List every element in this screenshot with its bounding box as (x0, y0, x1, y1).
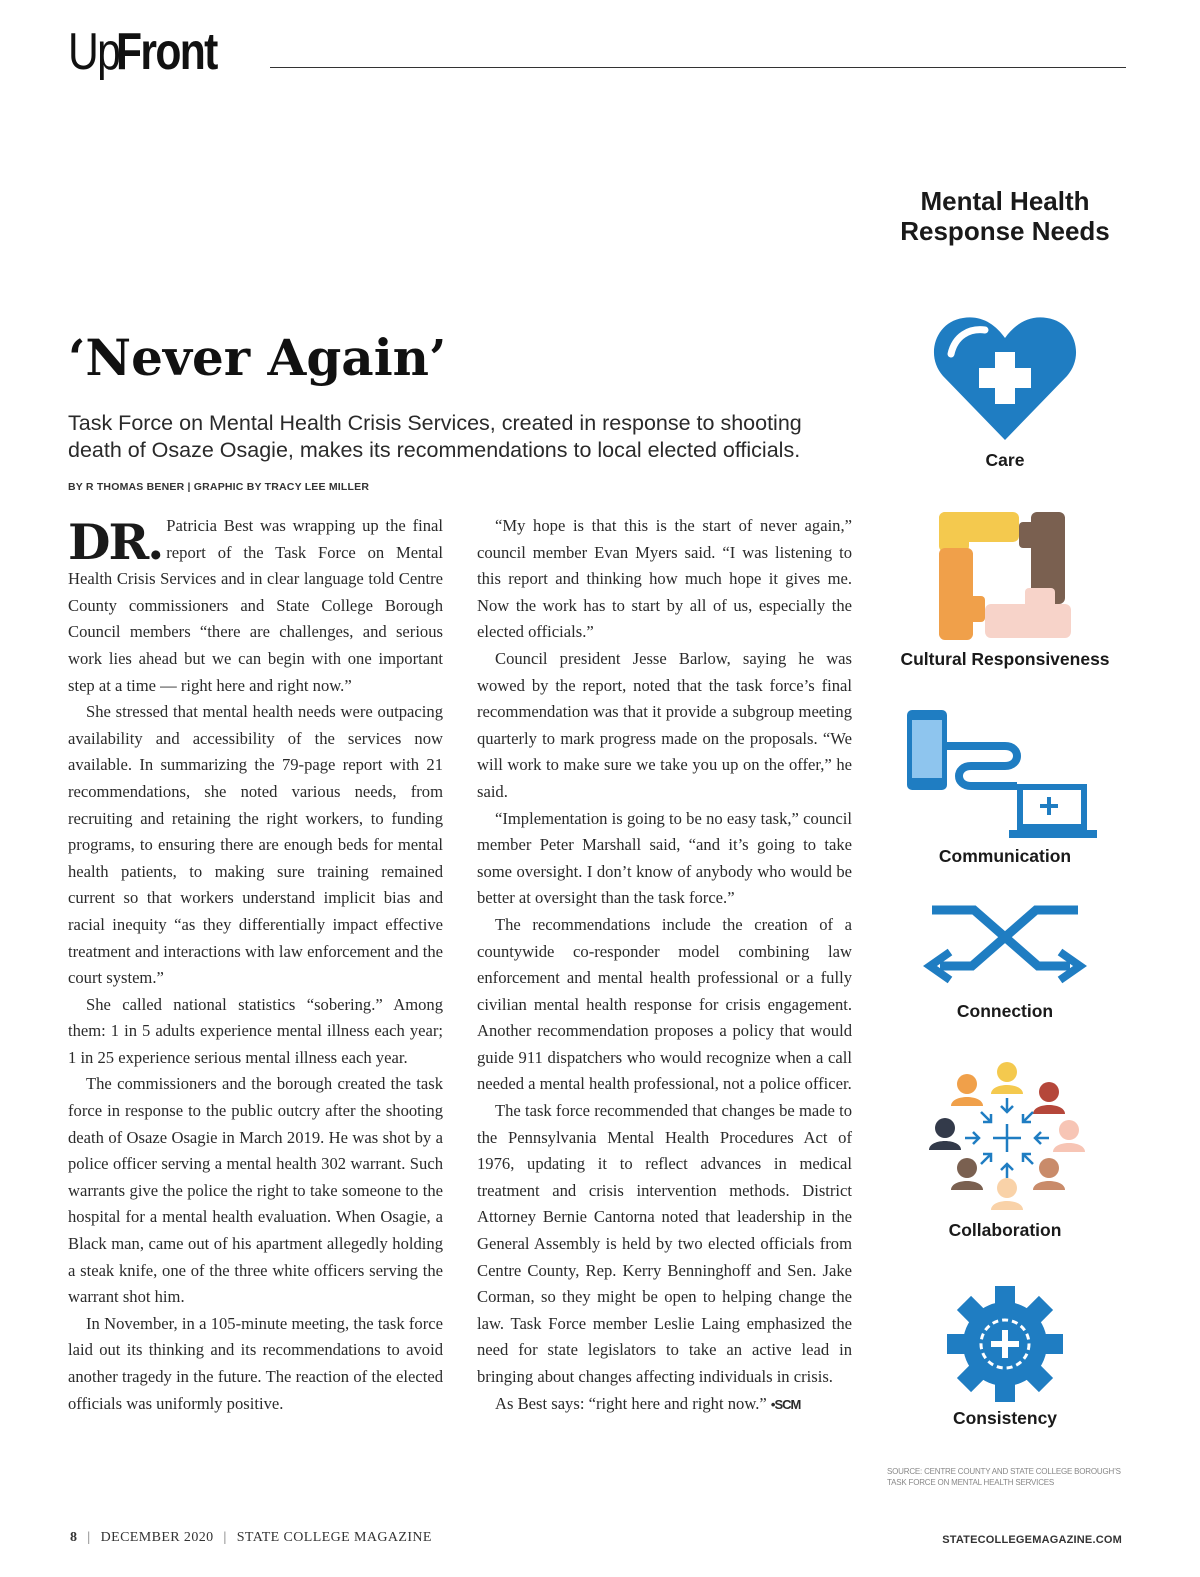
crossing-arrows-icon (920, 904, 1090, 994)
need-label: Communication (938, 846, 1072, 866)
need-connection (890, 904, 1120, 994)
magazine-name: STATE COLLEGE MAGAZINE (236, 1530, 432, 1545)
section-name-up: Up (68, 23, 120, 81)
article-headline: ‘Never Again’ (68, 328, 447, 387)
article-byline: BY R THOMAS BENER | GRAPHIC BY TRACY LEE MILLER (68, 481, 370, 493)
body-paragraph: In November, in a 105-minute meeting, the task force laid out its thinking and its recommendations to avoid another tragedy in the future. The reaction of the elected officials was uniformly positive. (68, 1313, 443, 1413)
need-cultural-responsiveness (890, 508, 1120, 643)
body-paragraph: The task force recommended that changes be made to the Pennsylvania Mental Health Procedures Act of 1976, updating it to reflect advances in medical treatment and crisis intervention methods. District Attorney Bernie Cantorna noted that leadership in the General Assembly is held by two elected officials from Centre County, Rep. Kerry Benninghoff and Sen. Jake Corman, so they might be open to helping change the law. Task Force member Leslie Laing emphasized the need for state legislators to take an active lead in bringing about changes affecting individuals in crisis. (477, 1101, 852, 1386)
body-paragraph: She stressed that mental health needs were outpacing availability and accessibility of the services now available. In summarizing the 79-page report with 21 recommendations, she noted various needs, from recruiting and retaining the right workers, to funding programs, to ensuring there are enough beds for mental health patients, to making sure training remained current so that workers understand implicit bias and racial inequity “as they differentially impact effective treatment and interactions with law enforcement and the court system.” (68, 702, 443, 988)
end-mark: •SCM (770, 1396, 801, 1412)
need-label: Consistency (952, 1408, 1058, 1428)
footer-website: STATECOLLEGEMAGAZINE.COM (942, 1534, 1122, 1546)
heart-plus-icon (933, 314, 1077, 444)
body-column-right (477, 513, 852, 1418)
body-paragraph: DR. Patricia Best was wrapping up the final report of the Task Force on Mental Health Crisis Services and in clear language told Centre County commissioners and State College Borough Council members “there are challenges, and serious work lies ahead but we can begin with one important step at a time — right here and right now.” (68, 513, 443, 695)
body-paragraph: The recommendations include the creation of a countywide co-responder model combining law enforcement and mental health professional or a fully civilian mental health response for crisis engagement. Another recommendation proposes a policy that would guide 911 dispatchers who would recognize when a call needed a mental health professional, not a police officer. (477, 914, 852, 1094)
need-consistency (890, 1284, 1120, 1404)
need-label: Care (985, 450, 1025, 470)
need-label: Collaboration (948, 1220, 1062, 1240)
issue-date: DECEMBER 2020 (100, 1530, 214, 1545)
need-collaboration (890, 1062, 1120, 1216)
need-communication (890, 708, 1120, 840)
four-hands-icon (935, 508, 1075, 643)
people-converge-icon (925, 1062, 1085, 1216)
need-label: Cultural Responsiveness (900, 649, 1110, 669)
body-paragraph: Council president Jesse Barlow, saying he was wowed by the report, noted that the task force’s final recommendation was that it provide a subgroup meeting quarterly to mark progress made on the proposals. “We will work to make sure we take you up on the offer,” he said. (477, 648, 852, 801)
article-deck: Task Force on Mental Health Crisis Services, created in response to shooting death of Osaze Osagie, makes its recommendations to local elected officials. (68, 411, 802, 462)
section-header (68, 18, 239, 81)
header-rule (270, 67, 1126, 68)
body-paragraph: She called national statistics “sobering.” Among them: 1 in 5 adults experience mental illness each year; 1 in 25 experience serious mental illness each year. (68, 994, 443, 1067)
body-paragraph-last: As Best says: “right here and right now.” •SCM (495, 1393, 801, 1413)
sidebar-title: Mental Health Response Needs (900, 186, 1110, 246)
phone-laptop-icon (905, 708, 1105, 840)
section-name-front: Front (116, 23, 218, 81)
need-care (890, 314, 1120, 444)
graphic-source-note: SOURCE: CENTRE COUNTY AND STATE COLLEGE BOROUGH’S TASK FORCE ON MENTAL HEALTH SERVICES (887, 1467, 1121, 1487)
gear-icon (945, 1284, 1065, 1404)
need-label: Connection (956, 1001, 1054, 1021)
body-paragraph: “My hope is that this is the start of never again,” council member Evan Myers said. “I was listening to this report and thinking how much hope it gives me. Now the work has to start by all of us, especially the elected officials.” (477, 516, 852, 642)
body-paragraph: “Implementation is going to be no easy task,” council member Peter Marshall said, “and it’s going to take some oversight. I don’t know of anybody who would be better at oversight than the task force.” (477, 808, 852, 908)
drop-cap: DR. (68, 513, 163, 571)
page-number: 8 (70, 1530, 78, 1545)
body-paragraph: The commissioners and the borough created the task force in response to the public outcry after the shooting death of Osaze Osagie in March 2019. He was shot by a police officer serving a mental health 302 warrant. Such warrants give the police the right to take someone to the hospital for a mental health evaluation. When Osagie, a Black man, came out of his apartment allegedly holding a steak knife, one of the three white officers serving the warrant shot him. (68, 1074, 443, 1307)
footer-folio: 8 | DECEMBER 2020 | STATE COLLEGE MAGAZINE (70, 1530, 432, 1545)
body-column-left (68, 513, 443, 1417)
